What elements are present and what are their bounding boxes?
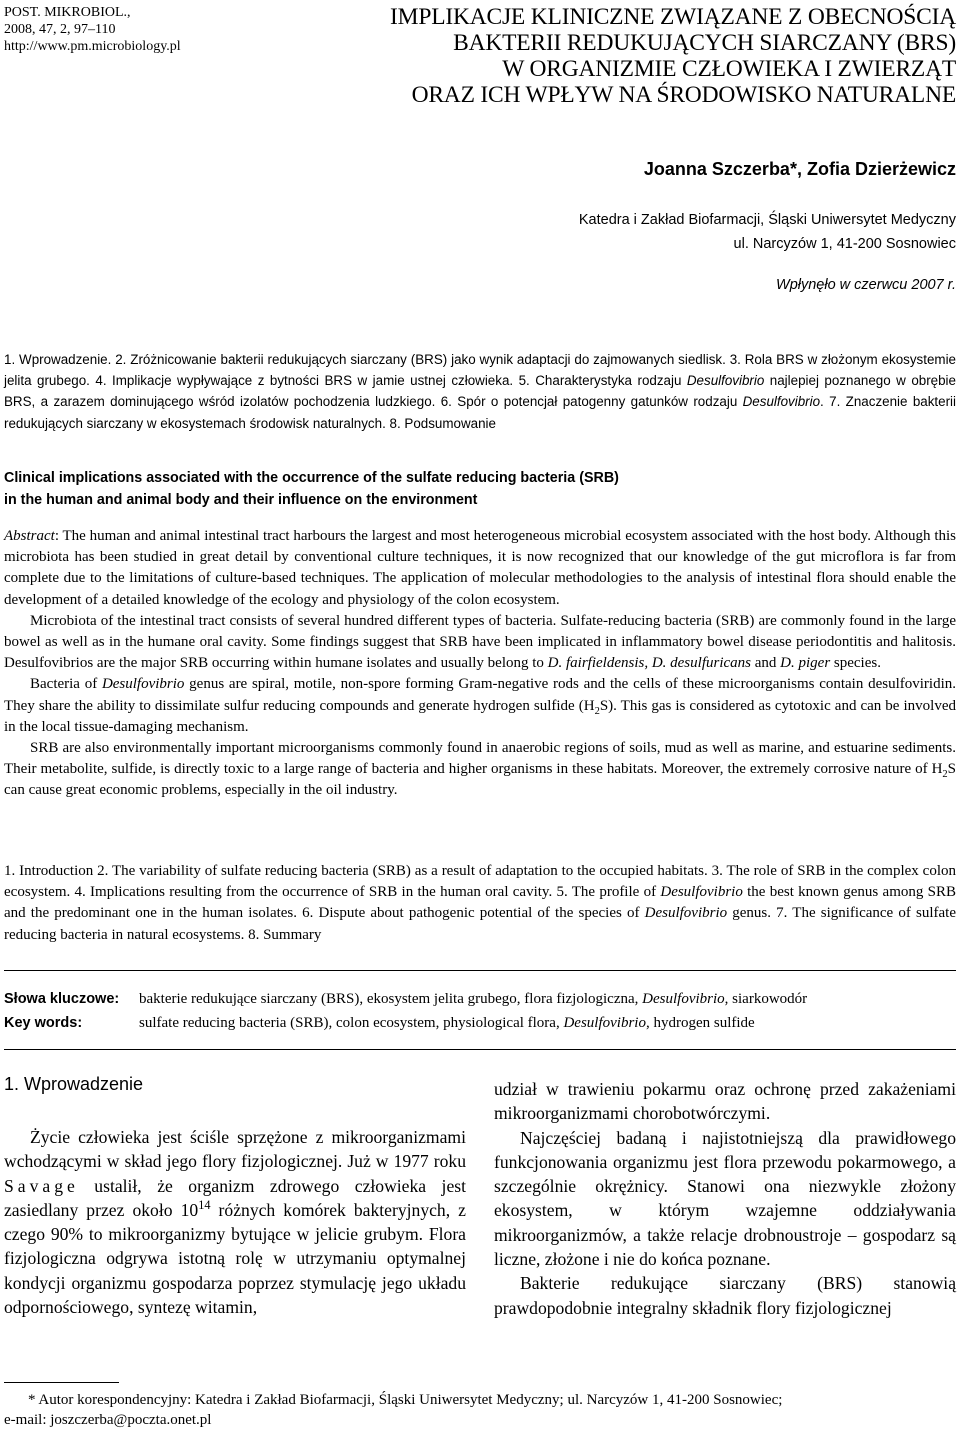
superscript: 14 [198, 1198, 211, 1213]
footnote [4, 1390, 956, 1430]
body-column-left [4, 1125, 466, 1319]
species-name: D. piger [780, 655, 831, 672]
affiliation-institution: Katedra i Zakład Biofarmacji, Śląski Uniwersytet Medyczny [578, 212, 956, 228]
abstract-text: Microbiota of the intestinal tract consists of several hundred different types of bacteria. Sulfate-reducing bacteria (SRB) are commonly found in the large bowel as well as in the humane oral cavity. Some findings suggest that SRB have been implicated in inflammatory bowel disease periodontitis and halitosis. Desulfovibrios are the major SRB occurring within humane isolates and usually belong to [4, 612, 956, 672]
body-paragraph: Bakterie redukujące siarczany (BRS) stanowią prawdopodobnie integralny składnik flory fizjologicznej [494, 1273, 956, 1318]
genus-name: Desulfovibrio [742, 394, 821, 410]
abstract-paragraph [4, 738, 956, 802]
abstract-text: S). This gas is considered as cytotoxic and can be involved in the local tissue-damaging mechanism. [4, 697, 956, 735]
abstract-text: S can cause great economic problems, especially in the oil industry. [4, 761, 956, 799]
keywords-text: bakterie redukujące siarczany (BRS), ekosystem jelita grubego, flora fizjologiczna, [139, 991, 643, 1007]
abstract-text: : The human and animal intestinal tract harbours the largest and most heterogeneous microbial ecosystem associated with the host body. Although this microbiota has been studied in great detail by conventional culture techniques, it is now recognized that our knowledge of the gut microflora is far from complete due to the limitations of culture-based techniques. The application of molecular methodologies to the analysis of intestinal flora should enable the development of a detailed knowledge of the ecology and physiology of the colon ecosystem. [4, 528, 956, 608]
toc-text: 1. Wprowadzenie. 2. Zróżnicowanie bakterii redukujących siarczany (BRS) jako wynik adaptacji do zajmowanych siedlisk. 3. Rola BRS w złożonym ekosystemie jelita grubego. 4. Implikacje wypływające z bytności BRS w jamie ustnej człowieka. 5. Charakterystyka rodzaju [4, 352, 956, 389]
footnote-email[interactable]: e-mail: joszczerba@poczta.onet.pl [4, 1412, 212, 1428]
toc-text: najlepiej poznanego w obrębie BRS, a zarazem dominującego wśród izolatów pochodzenia ludzkiego. 6. Spór o potencjał patogenny gatunków rodzaju [4, 373, 956, 410]
keywords-value [139, 987, 807, 1011]
genus-name: Desulfovibrio [686, 373, 765, 389]
subscript: 2 [942, 769, 948, 781]
abstract-text: and [750, 655, 781, 672]
affiliation-address: ul. Narcyzów 1, 41-200 Sosnowiec [733, 236, 956, 252]
genus-name: Desulfovibrio [644, 905, 728, 922]
journal-name: POST. MIKROBIOL., [4, 5, 131, 20]
keywords-text: , siarkowodór [724, 991, 808, 1007]
subscript: 2 [594, 705, 600, 717]
journal-url[interactable]: http://www.pm.microbiology.pl [4, 39, 181, 54]
body-text: Życie człowieka jest ściśle sprzężone z mikroorganizmami wchodzącymi w skład jego flory fizjologicznej. Już w 1977 roku [4, 1127, 466, 1172]
cited-author: Savage [4, 1175, 79, 1196]
contents-english [4, 861, 956, 946]
authors: Joanna Szczerba*, Zofia Dzierżewicz [643, 159, 956, 179]
divider [4, 1049, 956, 1050]
article-title [330, 4, 956, 108]
toc-text: . 7. Znaczenie bakterii redukujących siarczany w ekosystemach środowisk naturalnych. 8. Podsumowanie [4, 394, 956, 431]
keywords-polish [4, 987, 956, 1011]
journal-citation [4, 4, 181, 55]
keywords-text: , hydrogen sulfide [645, 1015, 755, 1031]
section-heading: 1. Wprowadzenie [4, 1074, 144, 1094]
journal-volume: 2008, 47, 2, 97–110 [4, 22, 116, 37]
keywords-text: sulfate reducing bacteria (SRB), colon ecosystem, physiological flora, [139, 1015, 564, 1031]
received-date: Wpłynęło w czerwcu 2007 r. [776, 277, 956, 293]
body-text: ustalił, że organizm zdrowego człowieka jest zasiedlany przez około 10 [4, 1175, 466, 1220]
abstract-paragraph [4, 674, 956, 738]
keywords-label: Key words: [4, 1015, 83, 1031]
affiliation [579, 208, 956, 256]
genus-name: Desulfovibrio [101, 676, 185, 693]
abstract [4, 526, 956, 802]
toc-text: 1. Introduction 2. The variability of sulfate reducing bacteria (SRB) as a result of adaptation to the occupied habitats. 3. The role of SRB in the complex colon ecosystem. 4. Implications resulting from the occurrence of SRB in the human oral cavity. 5. The profile of [4, 863, 956, 901]
keywords-english [4, 1011, 956, 1035]
body-paragraph: udział w trawieniu pokarmu oraz ochronę przed zakażeniami mikroorganizmami chorobotwórczymi. [494, 1079, 956, 1124]
contents-polish [4, 349, 956, 434]
english-title [4, 468, 956, 511]
title-line: IMPLIKACJE KLINICZNE ZWIĄZANE Z OBECNOŚCIĄ [390, 4, 956, 30]
keywords-value [139, 1011, 755, 1035]
body-paragraph [4, 1125, 466, 1319]
abstract-paragraph [4, 611, 956, 675]
abstract-text: species. [830, 655, 881, 672]
footnote-divider [4, 1382, 119, 1383]
toc-text: the best known genus among SRB and the predominant one in the human isolates. 6. Dispute about pathogenic potential of the species of [4, 884, 956, 922]
title-line: W ORGANIZMIE CZŁOWIEKA I ZWIERZĄT [502, 56, 956, 82]
footnote-correspondence: * Autor korespondencyjny: Katedra i Zakład Biofarmacji, Śląski Uniwersytet Medyczny; ul. Narcyzów 1, 41-200 Sosnowiec; [28, 1392, 783, 1408]
title-line: ORAZ ICH WPŁYW NA ŚRODOWISKO NATURALNE [411, 82, 956, 108]
genus-name: Desulfovibrio [642, 991, 725, 1007]
english-title-line: Clinical implications associated with the occurrence of the sulfate reducing bacteria (SRB) [4, 470, 619, 486]
species-name: D. fairfieldensis, D. desulfuricans [547, 655, 751, 672]
abstract-label: Abstract [4, 528, 55, 544]
body-paragraph: Najczęściej badaną i najistotniejszą dla prawidłowego funkcjonowania organizmu jest flora przewodu pokarmowego, a szczególnie okrężnicy. Stanowi ona niezwykle złożony ekosystem, w którym wzajemne oddziaływania mikroorganizmów, a także relacje drobnoustroje – gospodarz są liczne, złożone i nie do końca poznane. [494, 1127, 956, 1270]
toc-text: genus. 7. The significance of sulfate reducing bacteria in natural ecosystems. 8. Summary [4, 905, 956, 943]
abstract-text: genus are spiral, motile, non-spore forming Gram-negative rods and the cells of these microorganisms contain desulfoviridin. They share the ability to dissimilate sulfur reducing compounds and generate hydrogen sulfide (H [4, 676, 956, 714]
abstract-paragraph [4, 526, 956, 611]
genus-name: Desulfovibrio [563, 1015, 646, 1031]
divider [4, 970, 956, 971]
english-title-line: in the human and animal body and their influence on the environment [4, 491, 478, 508]
keywords [4, 987, 956, 1035]
abstract-text: SRB are also environmentally important microorganisms commonly found in anaerobic regions of soils, mud as well as marine, and estuarine sediments. Their metabolite, sulfide, is directly toxic to a large range of bacteria and higher organisms in these habitats. Moreover, the extremely corrosive nature of H [4, 740, 956, 778]
abstract-text: Bacteria of [30, 676, 102, 693]
body-text: różnych komórek bakteryjnych, z czego 90% to mikroorganizmy bytujące w jelicie grubym. Flora fizjologiczna odgrywa istotną rolę w utrzymaniu optymalnej kondycji organizmu gospodarza poprzez stymulację jego układu odpornościowego, syntezę witamin, [4, 1199, 466, 1318]
title-line: BAKTERII REDUKUJĄCYCH SIARCZANY (BRS) [453, 30, 956, 56]
keywords-label: Słowa kluczowe: [4, 991, 120, 1007]
body-column-right [494, 1077, 956, 1320]
genus-name: Desulfovibrio [660, 884, 743, 901]
